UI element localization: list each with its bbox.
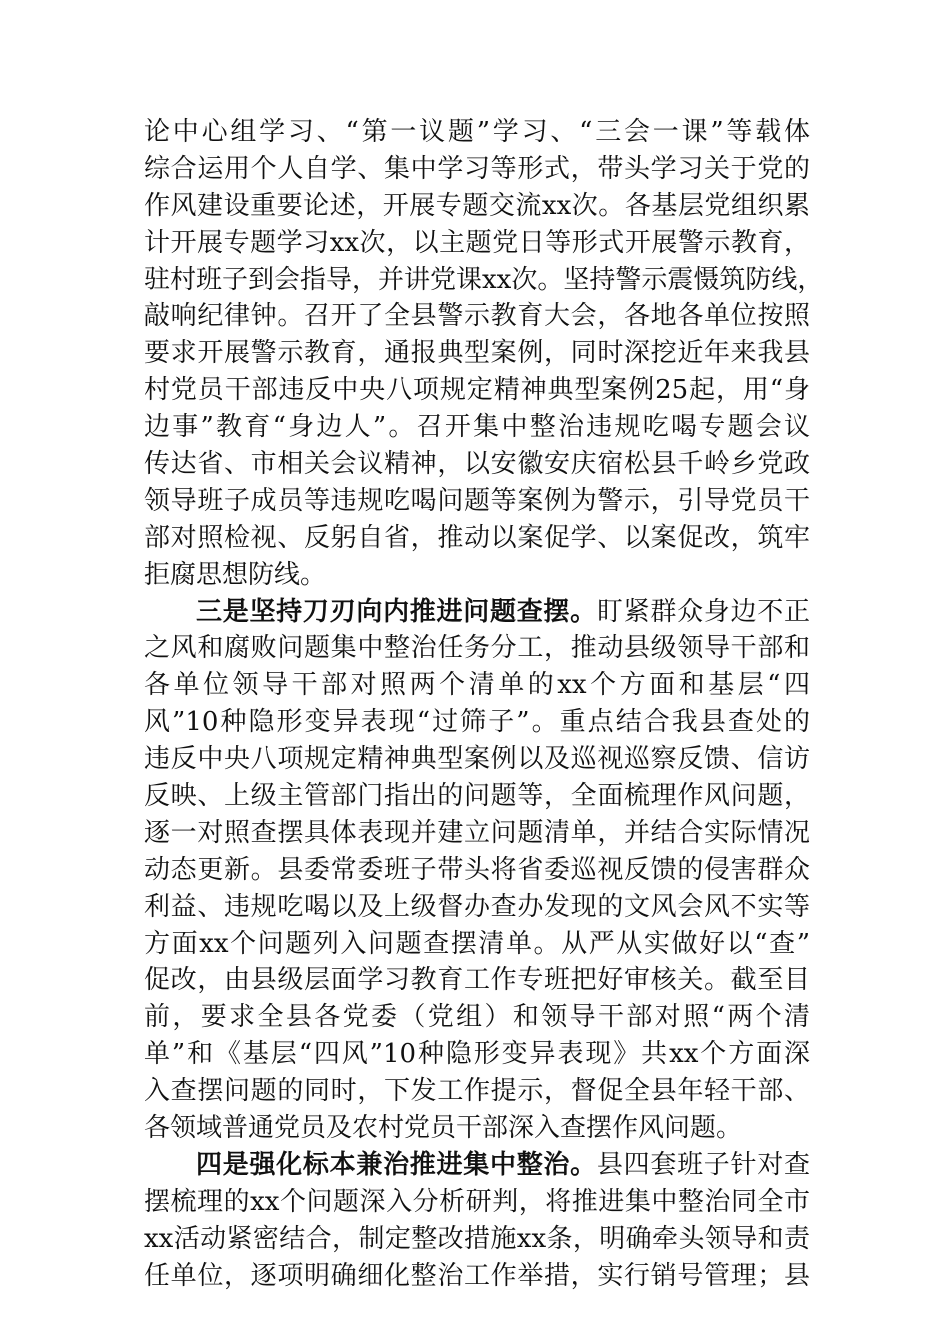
paragraph-1-line: 部对照检视、反躬自省，推动以案促学、以案促改，筑牢 — [144, 522, 810, 553]
paragraph-2-line-text: 盯紧群众身边不正 — [596, 596, 810, 627]
paragraph-1-line: 拒腐思想防线。 — [144, 559, 327, 590]
paragraph-2-line: 反映、上级主管部门指出的问题等，全面梳理作风问题， — [144, 781, 810, 812]
paragraph-1-line: 敲响纪律钟。召开了全县警示教育大会，各地各单位按照 — [144, 301, 810, 332]
paragraph-1-line: 边事”教育“身边人”。召开集中整治违规吃喝专题会议 — [144, 412, 810, 443]
paragraph-2-line: 风”10种隐形变异表现“过筛子”。重点结合我县查处的 — [144, 707, 810, 738]
paragraph-3-line: 任单位，逐项明确细化整治工作举措，实行销号管理；县 — [144, 1260, 810, 1291]
paragraph-2-first-line — [144, 594, 810, 631]
paragraph-2-line: 单”和《基层“四风”10种隐形变异表现》共xx个方面深 — [144, 1039, 810, 1070]
paragraph-1-line: 论中心组学习、“第一议题”学习、“三会一课”等载体 — [144, 117, 810, 147]
paragraph-2-line: 方面xx个问题列入问题查摆清单。从严从实做好以“查” — [144, 928, 810, 959]
paragraph-2-line: 前，要求全县各党委（党组）和领导干部对照“两个清 — [144, 1002, 810, 1033]
paragraph-3-line: 摆梳理的xx个问题深入分析研判，将推进集中整治同全市 — [144, 1186, 810, 1217]
paragraph-1-line: 要求开展警示教育，通报典型案例，同时深挖近年来我县 — [144, 338, 810, 369]
paragraph-2-line: 之风和腐败问题集中整治任务分工，推动县级领导干部和 — [144, 633, 810, 664]
paragraph-1-line: 作风建设重要论述，开展专题交流xx次。各基层党组织累 — [144, 190, 810, 221]
paragraph-3-line: xx活动紧密结合，制定整改措施xx条，明确牵头领导和责 — [144, 1223, 810, 1254]
paragraph-2-line: 各领域普通党员及农村党员干部深入查摆作风问题。 — [144, 1113, 743, 1144]
paragraph-3-line-text: 县四套班子针对查 — [596, 1149, 810, 1180]
paragraph-1-line: 综合运用个人自学、集中学习等形式，带头学习关于党的 — [144, 153, 810, 184]
paragraph-1-line: 领导班子成员等违规吃喝问题等案例为警示，引导党员干 — [144, 485, 810, 516]
paragraph-2-line: 违反中央八项规定精神典型案例以及巡视巡察反馈、信访 — [144, 744, 810, 775]
paragraph-1-line: 驻村班子到会指导，并讲党课xx次。坚持警示震慑筑防线， — [144, 264, 824, 295]
paragraph-2-line: 促改，由县级层面学习教育工作专班把好审核关。截至目 — [144, 965, 810, 996]
paragraph-1-line: 村党员干部违反中央八项规定精神典型案例25起，用“身 — [144, 375, 810, 406]
paragraph-2-heading: 三是坚持刀刃向内推进问题查摆。 — [196, 596, 597, 627]
paragraph-3-first-line — [144, 1147, 810, 1184]
paragraph-1-line: 计开展专题学习xx次，以主题党日等形式开展警示教育， — [144, 227, 810, 258]
paragraph-2-line: 入查摆问题的同时，下发工作提示，督促全县年轻干部、 — [144, 1076, 810, 1107]
paragraph-1-line: 传达省、市相关会议精神，以安徽安庆宿松县千岭乡党政 — [144, 449, 810, 480]
paragraph-2-line: 动态更新。县委常委班子带头将省委巡视反馈的侵害群众 — [144, 854, 810, 885]
paragraph-2-line: 各单位领导干部对照两个清单的xx个方面和基层“四 — [144, 670, 810, 701]
paragraph-2-line: 利益、违规吃喝以及上级督办查办发现的文风会风不实等 — [144, 891, 810, 922]
paragraph-3-heading: 四是强化标本兼治推进集中整治。 — [196, 1149, 597, 1180]
document-body — [144, 114, 824, 1295]
paragraph-2-line: 逐一对照查摆具体表现并建立问题清单，并结合实际情况 — [144, 817, 810, 848]
